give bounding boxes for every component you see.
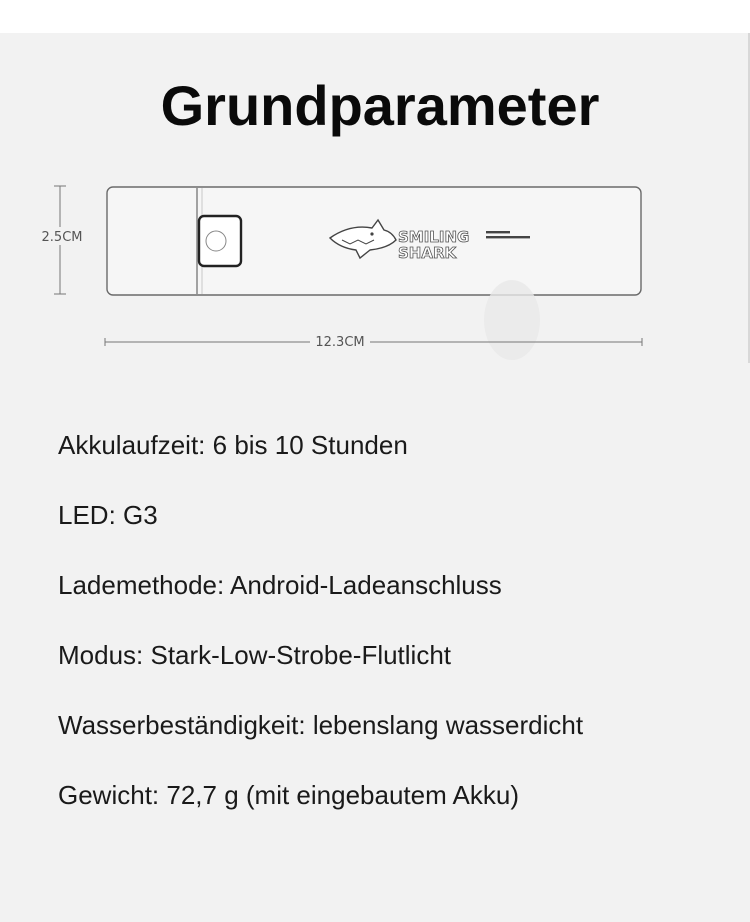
height-dimension [38,186,86,294]
length-dimension [105,335,642,350]
spec-led: LED: G3 [58,500,158,530]
brand-line1: SMILING [398,228,470,246]
spec-weight: Gewicht: 72,7 g (mit eingebautem Akku) [58,780,520,810]
spec-charging-method: Lademethode: Android-Ladeanschluss [58,570,502,600]
length-label: 12.3CM [315,335,365,350]
page-title: Grundparameter [160,74,600,137]
spec-list [58,428,583,848]
spec-water-resistance: Wasserbeständigkeit: lebenslang wasserdicht [58,710,584,740]
height-label: 2.5CM [41,230,83,245]
power-button [199,216,241,266]
spec-mode: Modus: Stark-Low-Strobe-Flutlicht [58,640,452,670]
flashlight-body [107,187,641,360]
brand-line2: SHARK [398,244,457,262]
spec-battery-life: Akkulaufzeit: 6 bis 10 Stunden [58,430,408,460]
flashlight-diagram [0,170,750,370]
